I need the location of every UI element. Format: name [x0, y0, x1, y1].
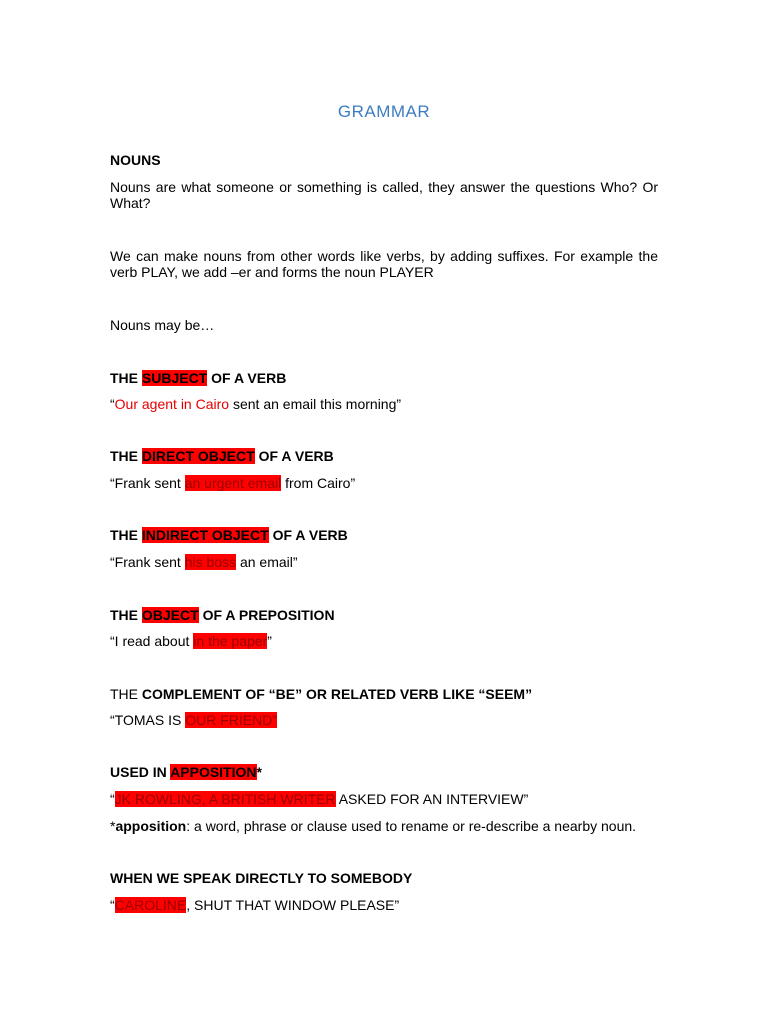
heading-subject-of-verb	[110, 370, 286, 386]
highlighted-term: INDIRECT OBJECT	[141, 527, 269, 543]
heading-direct-object	[110, 448, 334, 464]
example-text: “	[110, 897, 115, 913]
heading-object-of-preposition	[110, 607, 335, 623]
footnote-definition: : a word, phrase or clause used to rename or re-describe a nearby noun.	[186, 818, 637, 834]
heading-complement	[110, 686, 532, 702]
highlighted-term: OBJECT	[141, 607, 199, 623]
definition-paragraph: Nouns are what someone or something is called, they answer the questions Who? Or What?	[110, 179, 658, 211]
example-text: “I read about	[110, 633, 194, 649]
heading-apposition	[110, 764, 262, 780]
highlighted-example-phrase: CAROLINE	[114, 897, 187, 913]
example-text: an email”	[236, 554, 298, 570]
highlighted-example-phrase: in the paper	[193, 633, 268, 649]
lead-in-text: Nouns may be…	[110, 317, 215, 333]
footnote-marker: *	[110, 818, 116, 834]
example-sentence-preposition	[110, 633, 272, 649]
red-example-phrase: Our agent in Cairo	[114, 396, 230, 412]
heading-text: OF A PREPOSITION	[198, 607, 335, 623]
example-text: “Frank sent	[110, 554, 185, 570]
example-sentence-apposition	[110, 791, 528, 807]
example-text: from Cairo”	[281, 475, 356, 491]
heading-text: USED IN	[110, 764, 171, 780]
example-sentence-direct-object	[110, 475, 355, 491]
example-sentence-indirect-object	[110, 554, 298, 570]
example-sentence-subject	[110, 396, 401, 412]
highlighted-term: APPOSITION	[170, 764, 257, 780]
document-title: GRAMMAR	[337, 102, 431, 121]
heading-text: THE	[110, 370, 142, 386]
section-heading-nouns: NOUNS	[110, 152, 161, 168]
example-sentence-direct-address	[110, 897, 399, 913]
heading-text: THE	[110, 448, 142, 464]
highlighted-example-phrase: JK ROWLING, A BRITISH WRITER	[114, 791, 336, 807]
example-sentence-complement	[110, 712, 277, 728]
footnote-term: apposition	[115, 818, 187, 834]
example-text: “TOMAS IS	[110, 712, 186, 728]
heading-indirect-object	[110, 527, 348, 543]
heading-bold-text: COMPLEMENT OF “BE” OR RELATED VERB LIKE “SEEM”	[141, 686, 533, 702]
heading-text: THE	[110, 686, 142, 702]
footnote-marker: *	[256, 764, 262, 780]
heading-direct-address: WHEN WE SPEAK DIRECTLY TO SOMEBODY	[110, 870, 413, 886]
heading-text: OF A VERB	[207, 370, 287, 386]
heading-text: OF A VERB	[268, 527, 348, 543]
example-text: sent an email this morning”	[229, 396, 402, 412]
example-text: , SHUT THAT WINDOW PLEASE”	[186, 897, 400, 913]
example-text: “Frank sent	[110, 475, 185, 491]
highlighted-term: DIRECT OBJECT	[141, 448, 255, 464]
highlighted-example-phrase: an urgent email	[184, 475, 282, 491]
example-text: “	[110, 396, 115, 412]
highlighted-example-phrase: his boss	[184, 554, 237, 570]
suffixes-paragraph: We can make nouns from other words like verbs, by adding suffixes. For example the verb PLAY, we add –er and forms the noun PLAYER	[110, 248, 658, 280]
example-text: ASKED FOR AN INTERVIEW”	[335, 791, 529, 807]
example-text: “	[110, 791, 115, 807]
highlighted-example-phrase: OUR FRIEND”	[185, 712, 277, 728]
example-text: ”	[267, 633, 272, 649]
heading-text: THE	[110, 527, 142, 543]
heading-text: THE	[110, 607, 142, 623]
highlighted-term: SUBJECT	[141, 370, 208, 386]
heading-text: OF A VERB	[254, 448, 334, 464]
apposition-footnote	[110, 818, 636, 834]
